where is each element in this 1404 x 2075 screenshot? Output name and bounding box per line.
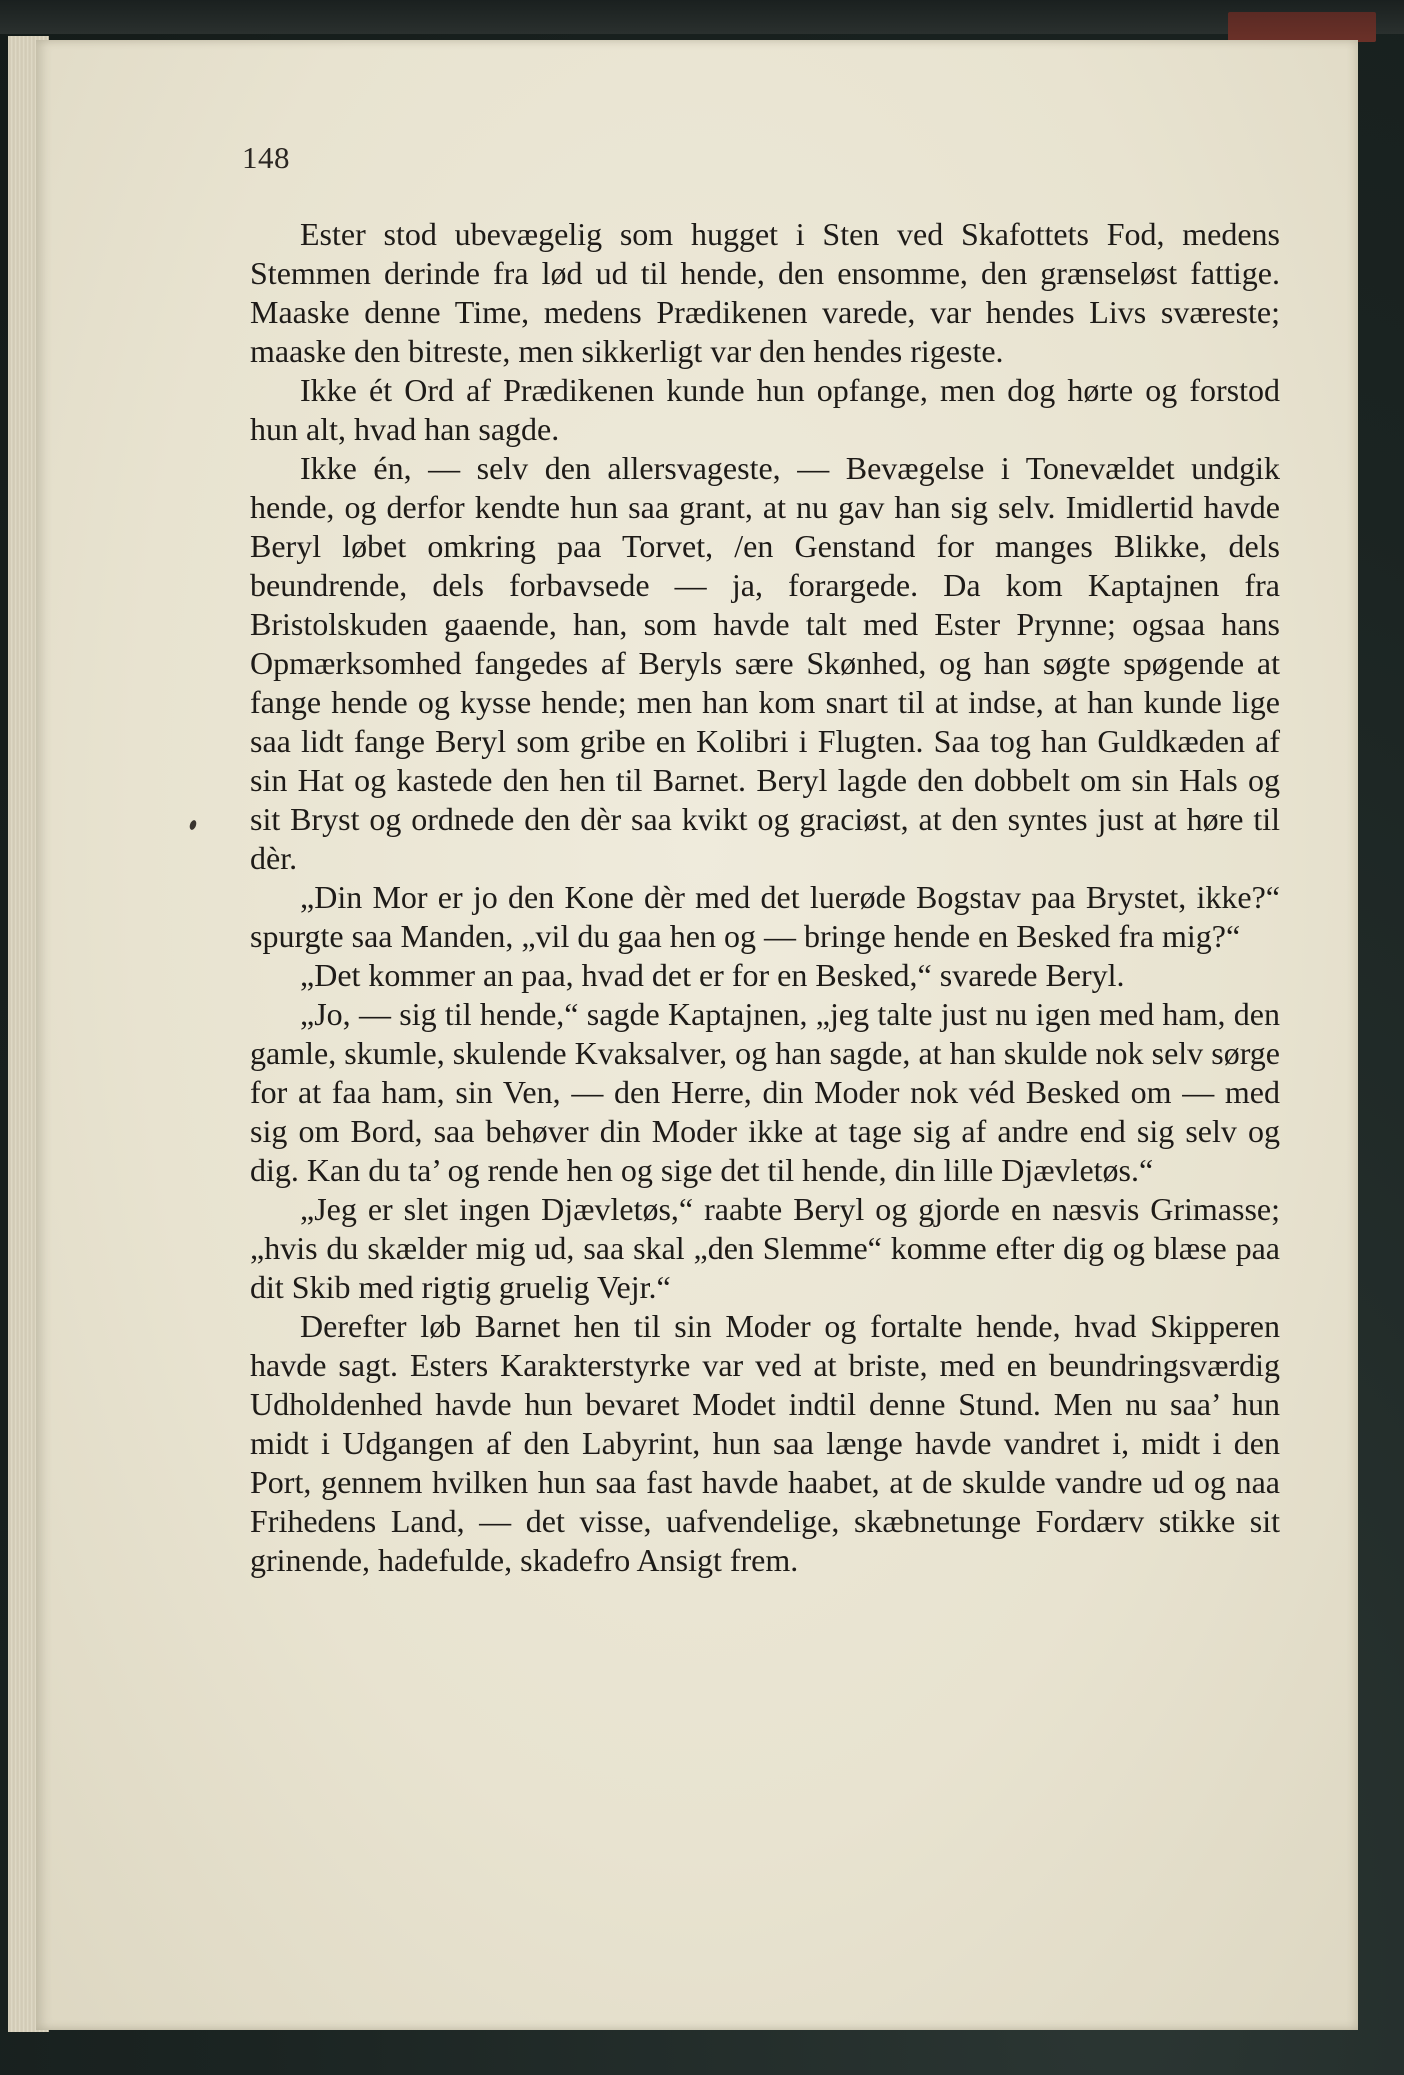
page-number: 148 <box>242 140 290 175</box>
paragraph: Ikke én, — selv den allersvageste, — Bevægelse i Tonevældet undgik hende, og derfor kendte hun saa grant, at nu gav han sig selv. Imidlertid havde Beryl løbet omkring paa Torvet, /en Genstand for manges Blikke, dels beundrende, dels forbavsede — ja, forargede. Da kom Kaptajnen fra Bristolskuden gaaende, han, som havde talt med Ester Prynne; ogsaa hans Opmærksomhed fangedes af Beryls sære Skønhed, og han søgte spøgende at fange hende og kysse hende; men han kom snart til at indse, at han kunde lige saa lidt fange Beryl som gribe en Kolibri i Flugten. Saa tog han Guldkæden af sin Hat og kastede den hen til Barnet. Beryl lagde den dobbelt om sin Hals og sit Bryst og ordnede den dèr saa kvikt og graciøst, at den syntes just at høre til dèr. <box>250 450 1280 876</box>
paragraph: Derefter løb Barnet hen til sin Moder og fortalte hende, hvad Skipperen havde sagt. Esters Karakterstyrke var ved at briste, med en beundringsværdig Udholdenhed havde hun bevaret Modet indtil denne Stund. Men nu saa’ hun midt i Udgangen af den Labyrint, hun saa længe havde vandret i, midt i den Port, gennem hvilken hun saa fast havde haabet, at de skulde vandre ud og naa Frihedens Land, — det visse, uafvendelige, skæbnetunge Fordærv stikke sit grinende, hadefulde, skadefro Ansigt frem. <box>250 1308 1280 1578</box>
paragraph: Ikke ét Ord af Prædikenen kunde hun opfange, men dog hørte og forstod hun alt, hvad han sagde. <box>250 372 1280 447</box>
paragraph: „Jo, — sig til hende,“ sagde Kaptajnen, „jeg talte just nu igen med ham, den gamle, skumle, skulende Kvaksalver, og han sagde, at han skulde nok selv sørge for at faa ham, sin Ven, — den Herre, din Moder nok véd Besked om — med sig om Bord, saa behøver din Moder ikke at tage sig af andre end sig selv og dig. Kan du ta’ og rende hen og sige det til hende, din lille Djævletøs.“ <box>250 996 1280 1188</box>
spine-label <box>1228 12 1376 42</box>
body-text <box>250 215 1280 1580</box>
paragraph: „Jeg er slet ingen Djævletøs,“ raabte Beryl og gjorde en næsvis Grimasse; „hvis du skælder mig ud, saa skal „den Slemme“ komme efter dig og blæse paa dit Skib med rigtig gruelig Vejr.“ <box>250 1191 1280 1305</box>
paragraph: „Det kommer an paa, hvad det er for en Besked,“ svarede Beryl. <box>300 957 1125 993</box>
paragraph: „Din Mor er jo den Kone dèr med det luerøde Bogstav paa Brystet, ikke?“ spurgte saa Manden, „vil du gaa hen og — bringe hende en Besked fra mig?“ <box>250 879 1280 954</box>
cover-top-edge <box>0 0 1404 34</box>
paragraph: Ester stod ubevægelig som hugget i Sten ved Skafottets Fod, medens Stemmen derinde fra lød ud til hende, den ensomme, den grænseløst fattige. Maaske denne Time, medens Prædikenen varede, var hendes Livs sværeste; maaske den bitreste, men sikkerligt var den hendes rigeste. <box>250 216 1280 369</box>
